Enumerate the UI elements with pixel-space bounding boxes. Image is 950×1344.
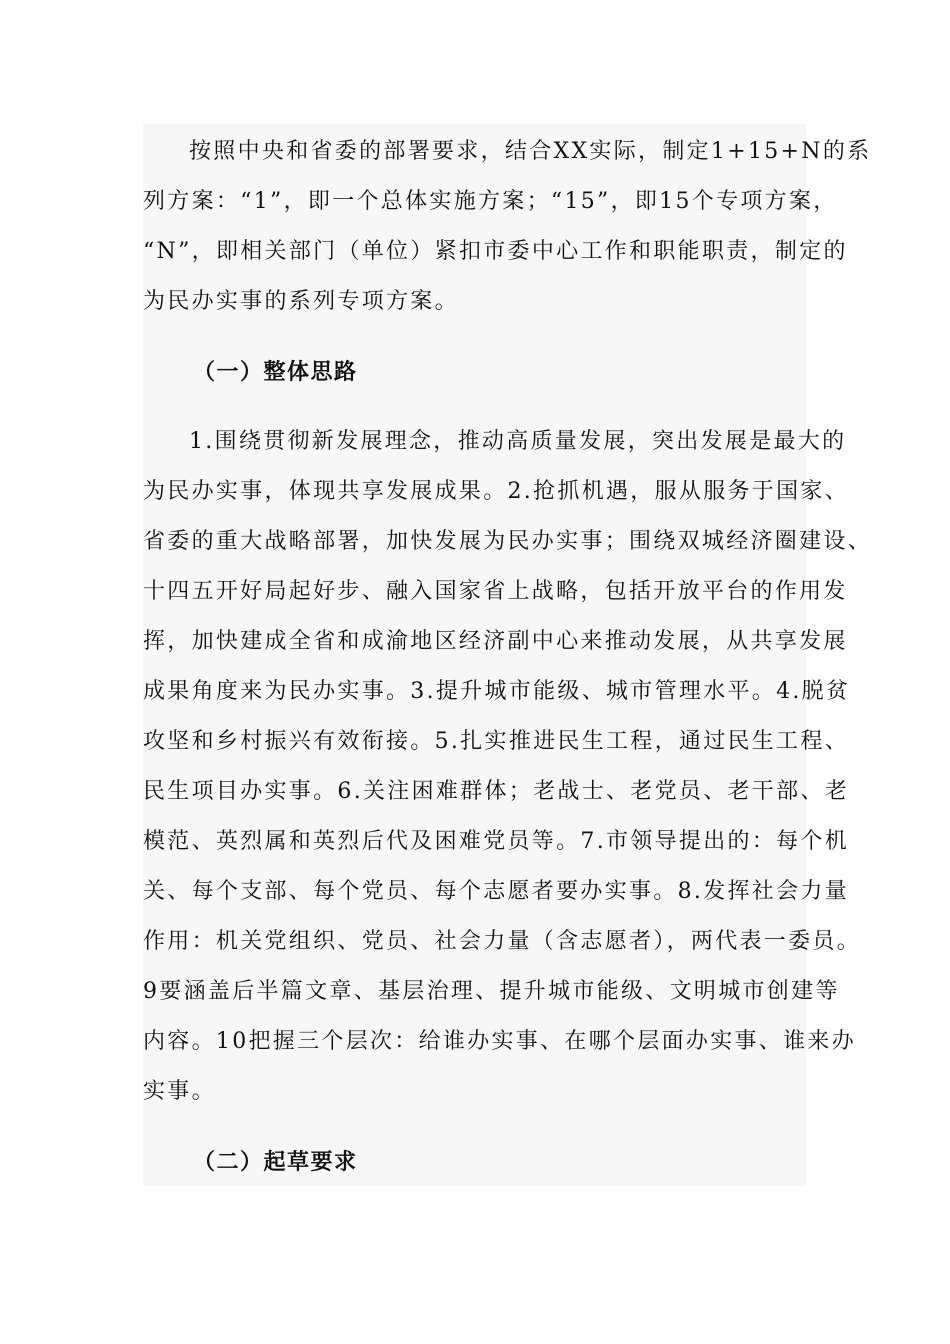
paragraph-2-line-4: 十四五开好局起好步、融入国家省上战略，包括开放平台的作用发 bbox=[143, 579, 848, 604]
section-heading-2: （二）起草要求 bbox=[193, 1149, 358, 1175]
paragraph-2-line-12: 9要涵盖后半篇文章、基层治理、提升城市能级、文明城市创建等 bbox=[143, 979, 840, 1004]
section-heading-1: （一）整体思路 bbox=[193, 359, 358, 385]
paragraph-1-line-2: 列方案：“1”，即一个总体实施方案；“15”，即15个专项方案， bbox=[143, 189, 838, 214]
paragraph-1-line-1: 按照中央和省委的部署要求，结合XX实际，制定1+15+N的系 bbox=[189, 139, 872, 164]
paragraph-2-line-8: 民生项目办实事。6.关注困难群体；老战士、老党员、老干部、老 bbox=[143, 779, 849, 804]
paragraph-2-line-9: 模范、英烈属和英烈后代及困难党员等。7.市领导提出的：每个机 bbox=[143, 829, 849, 854]
paragraph-1-line-3: “N”，即相关部门（单位）紧扣市委中心工作和职能职责，制定的 bbox=[143, 239, 848, 264]
paragraph-2-line-1: 1.围绕贯彻新发展理念，推动高质量发展，突出发展是最大的 bbox=[189, 429, 847, 454]
paragraph-2-line-13: 内容。10把握三个层次：给谁办实事、在哪个层面办实事、谁来办 bbox=[143, 1029, 856, 1054]
paragraph-2-line-14: 实事。 bbox=[143, 1079, 216, 1104]
paragraph-2-line-11: 作用：机关党组织、党员、社会力量（含志愿者），两代表一委员。 bbox=[143, 929, 862, 954]
paragraph-2-line-5: 挥，加快建成全省和成渝地区经济副中心来推动发展，从共享发展 bbox=[143, 629, 848, 654]
paragraph-1-line-4: 为民办实事的系列专项方案。 bbox=[143, 289, 459, 314]
paragraph-2-line-10: 关、每个支部、每个党员、每个志愿者要办实事。8.发挥社会力量 bbox=[143, 879, 849, 904]
paragraph-2-line-7: 攻坚和乡村振兴有效衔接。5.扎实推进民生工程，通过民生工程、 bbox=[143, 729, 849, 754]
paragraph-2-line-6: 成果角度来为民办实事。3.提升城市能级、城市管理水平。4.脱贫 bbox=[143, 679, 851, 704]
paragraph-2-line-2: 为民办实事，体现共享发展成果。2.抢抓机遇，服从服务于国家、 bbox=[143, 479, 849, 504]
paragraph-2-line-3: 省委的重大战略部署，加快发展为民办实事；围绕双城经济圈建设、 bbox=[143, 529, 873, 554]
document-page bbox=[143, 124, 873, 1186]
